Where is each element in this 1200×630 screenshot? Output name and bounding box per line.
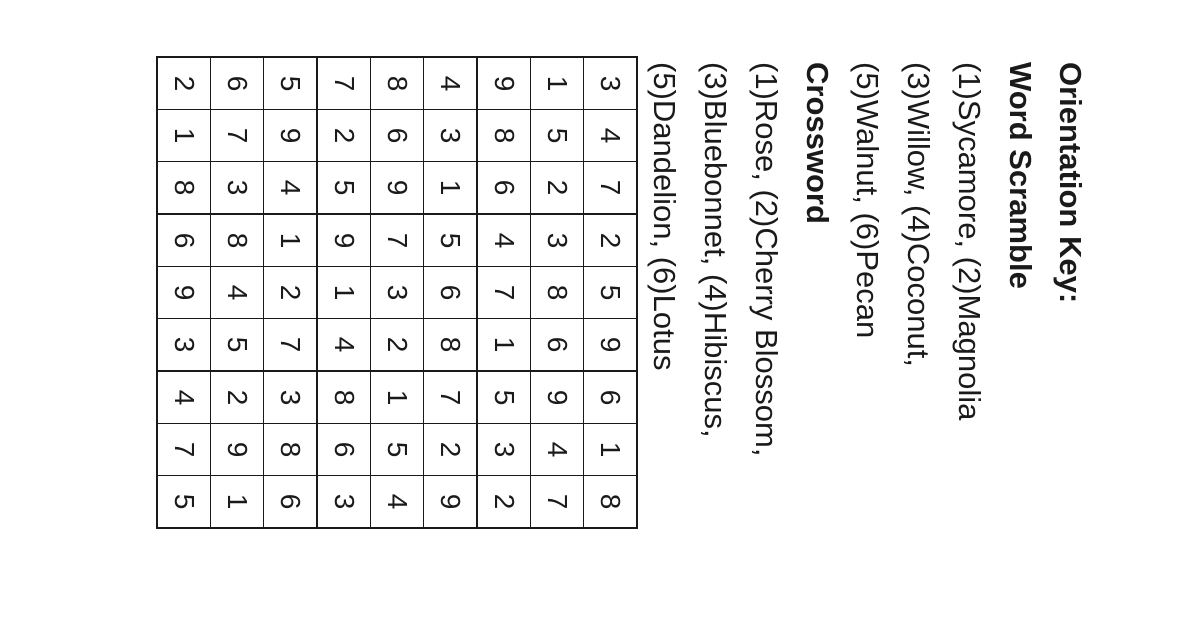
sudoku-cell: 5 [264, 57, 318, 110]
sudoku-cell: 4 [264, 162, 318, 215]
sudoku-cell: 1 [371, 371, 424, 424]
sudoku-row [371, 57, 424, 528]
sudoku-cell: 5 [371, 424, 424, 476]
sudoku-cell: 7 [584, 162, 638, 215]
sudoku-cell: 8 [317, 371, 371, 424]
sudoku-cell: 5 [531, 110, 584, 162]
sudoku-cell: 9 [531, 371, 584, 424]
sudoku-cell: 2 [264, 267, 318, 319]
sudoku-cell: 7 [317, 57, 371, 110]
sudoku-cell: 2 [584, 214, 638, 267]
sudoku-cell: 7 [477, 267, 531, 319]
crossword-line: (1)Rose, (2)Cherry Blossom, [749, 62, 784, 457]
sudoku-cell: 8 [531, 267, 584, 319]
sudoku-cell: 1 [264, 214, 318, 267]
sudoku-cell: 8 [264, 424, 318, 476]
sudoku-cell: 9 [157, 267, 211, 319]
sudoku-cell: 7 [531, 476, 584, 529]
sudoku-cell: 4 [424, 57, 478, 110]
sudoku-cell: 1 [157, 110, 211, 162]
sudoku-cell: 8 [424, 319, 478, 372]
sudoku-cell: 8 [584, 476, 638, 529]
word-scramble-line: (3)Willow, (4)Coconut, [901, 62, 936, 367]
sudoku-cell: 3 [371, 267, 424, 319]
sudoku-cell: 3 [211, 162, 264, 215]
sudoku-cell: 2 [157, 57, 211, 110]
crossword-line: (3)Bluebonnet, (4)Hibiscus, [698, 62, 733, 438]
word-scramble-line: (1)Sycamore, (2)Magnolia [952, 62, 987, 421]
sudoku-cell: 8 [157, 162, 211, 215]
sudoku-cell: 7 [424, 371, 478, 424]
sudoku-row [584, 57, 638, 528]
orientation-key-title: Orientation Key: [1053, 62, 1088, 304]
crossword-line: (5)Dandelion, (6)Lotus [647, 62, 682, 371]
sudoku-cell: 3 [264, 371, 318, 424]
sudoku-cell: 6 [157, 214, 211, 267]
sudoku-cell: 2 [317, 110, 371, 162]
sudoku-cell: 6 [477, 162, 531, 215]
sudoku-cell: 1 [477, 319, 531, 372]
sudoku-cell: 4 [211, 267, 264, 319]
sudoku-cell: 5 [211, 319, 264, 372]
sudoku-cell: 9 [371, 162, 424, 215]
sudoku-cell: 5 [584, 267, 638, 319]
sudoku-cell: 1 [424, 162, 478, 215]
sudoku-cell: 2 [211, 371, 264, 424]
sudoku-cell: 4 [371, 476, 424, 529]
sudoku-cell: 9 [264, 110, 318, 162]
sudoku-cell: 1 [531, 57, 584, 110]
sudoku-row [211, 57, 264, 528]
orientation-key [639, 62, 1095, 542]
sudoku-cell: 4 [477, 214, 531, 267]
sudoku-cell: 2 [531, 162, 584, 215]
sudoku-cell: 7 [157, 424, 211, 476]
sudoku-cell: 8 [371, 57, 424, 110]
sudoku-cell: 5 [424, 214, 478, 267]
sudoku-cell: 9 [317, 214, 371, 267]
sudoku-cell: 5 [317, 162, 371, 215]
sudoku-cell: 9 [477, 57, 531, 110]
sudoku-cell: 3 [531, 214, 584, 267]
word-scramble-line: (5)Walnut, (6)Pecan [850, 62, 885, 339]
rotated-answer-page [150, 50, 1100, 550]
sudoku-cell: 6 [371, 110, 424, 162]
sudoku-cell: 7 [371, 214, 424, 267]
sudoku-cell: 1 [584, 424, 638, 476]
sudoku-cell: 6 [317, 424, 371, 476]
sudoku-cell: 2 [424, 424, 478, 476]
sudoku-row [477, 57, 531, 528]
sudoku-cell: 8 [477, 110, 531, 162]
sudoku-cell: 4 [157, 371, 211, 424]
sudoku-row [424, 57, 478, 528]
crossword-heading: Crossword [800, 62, 835, 224]
sudoku-cell: 8 [211, 214, 264, 267]
sudoku-cell: 4 [531, 424, 584, 476]
sudoku-cell: 9 [211, 424, 264, 476]
sudoku-cell: 6 [264, 476, 318, 529]
sudoku-cell: 3 [477, 424, 531, 476]
sudoku-cell: 7 [211, 110, 264, 162]
sudoku-cell: 4 [317, 319, 371, 372]
sudoku-solution-grid [156, 56, 638, 529]
sudoku-cell: 3 [584, 57, 638, 110]
sudoku-cell: 3 [424, 110, 478, 162]
word-scramble-heading: Word Scramble [1003, 62, 1038, 289]
sudoku-row [531, 57, 584, 528]
sudoku-cell: 2 [477, 476, 531, 529]
sudoku-cell: 9 [584, 319, 638, 372]
sudoku-cell: 3 [157, 319, 211, 372]
sudoku-cell: 7 [264, 319, 318, 372]
sudoku-cell: 2 [371, 319, 424, 372]
sudoku-cell: 1 [211, 476, 264, 529]
sudoku-cell: 6 [531, 319, 584, 372]
sudoku-cell: 5 [477, 371, 531, 424]
sudoku-cell: 6 [211, 57, 264, 110]
sudoku-cell: 6 [584, 371, 638, 424]
sudoku-cell: 3 [317, 476, 371, 529]
sudoku-row [157, 57, 211, 528]
sudoku-row [317, 57, 371, 528]
sudoku-cell: 6 [424, 267, 478, 319]
sudoku-row [264, 57, 318, 528]
sudoku-cell: 5 [157, 476, 211, 529]
sudoku-cell: 9 [424, 476, 478, 529]
sudoku-cell: 1 [317, 267, 371, 319]
sudoku-cell: 4 [584, 110, 638, 162]
